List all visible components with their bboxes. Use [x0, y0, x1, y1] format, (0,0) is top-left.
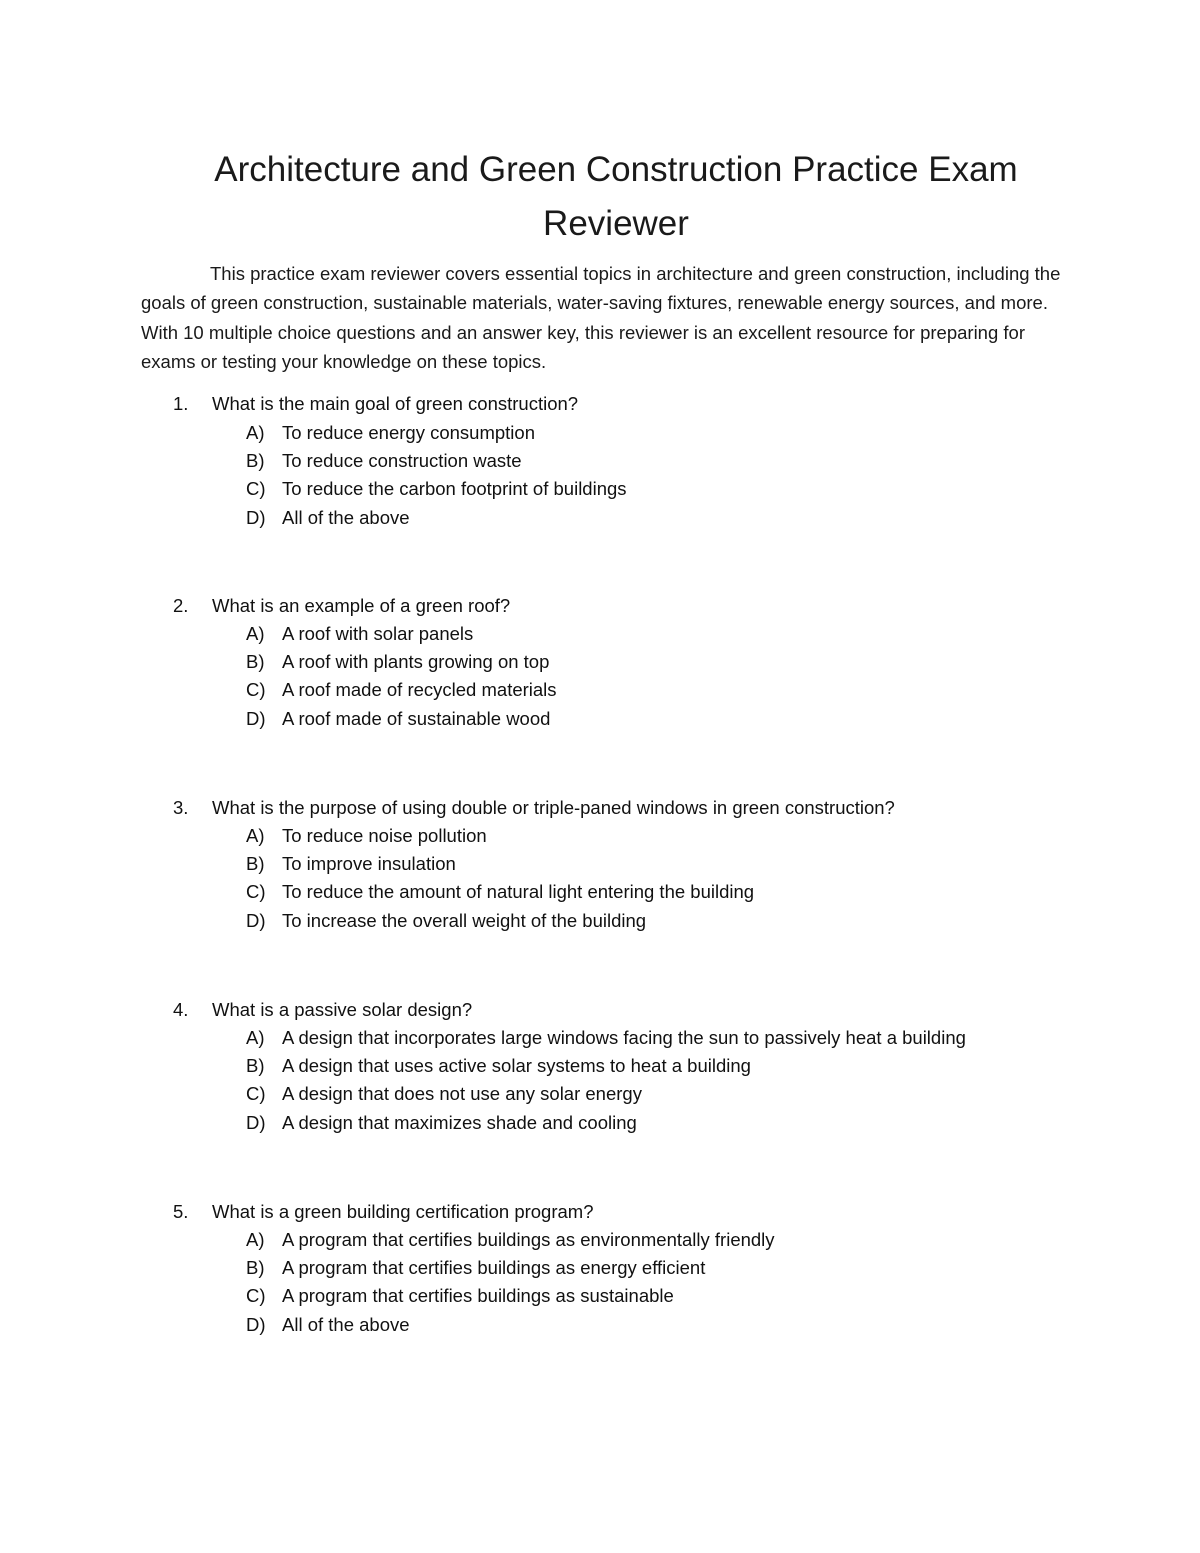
page-title: Architecture and Green Construction Practice Exam Reviewer	[214, 150, 1018, 243]
option-letter: A)	[246, 1027, 265, 1048]
option-b	[0, 1052, 1200, 1080]
option-letter: C)	[246, 1285, 266, 1306]
option-a	[0, 419, 1200, 447]
option-text: A design that does not use any solar energy	[282, 1083, 642, 1104]
option-text: To increase the overall weight of the building	[282, 910, 647, 931]
option-letter: D)	[246, 1314, 266, 1335]
option-letter: B)	[246, 651, 265, 672]
option-letter: A)	[246, 422, 265, 443]
option-d	[0, 705, 1200, 733]
option-letter: B)	[246, 853, 265, 874]
question-number: 4.	[173, 999, 189, 1020]
option-letter: C)	[246, 1083, 266, 1104]
option-text: A program that certifies buildings as environmentally friendly	[282, 1229, 775, 1250]
question-number: 5.	[173, 1201, 189, 1222]
option-letter: D)	[246, 910, 266, 931]
option-text: A program that certifies buildings as sustainable	[282, 1285, 674, 1306]
option-b	[0, 850, 1200, 878]
option-b	[0, 1254, 1200, 1282]
option-d	[0, 504, 1200, 532]
option-letter: B)	[246, 1055, 265, 1076]
option-letter: B)	[246, 1257, 265, 1278]
question-number: 2.	[173, 595, 189, 616]
option-text: To reduce the carbon footprint of buildings	[282, 478, 627, 499]
option-text: A roof with solar panels	[282, 623, 474, 644]
option-text: To reduce energy consumption	[282, 422, 535, 443]
option-a	[0, 620, 1200, 648]
option-letter: C)	[246, 478, 266, 499]
option-text: A roof made of sustainable wood	[282, 708, 551, 729]
option-letter: C)	[246, 679, 266, 700]
option-text: A design that uses active solar systems to heat a building	[282, 1055, 751, 1076]
option-text: A roof made of recycled materials	[282, 679, 557, 700]
option-text: To improve insulation	[282, 853, 456, 874]
option-letter: D)	[246, 1112, 266, 1133]
option-d	[0, 1311, 1200, 1339]
option-c	[0, 676, 1200, 704]
option-text: To reduce the amount of natural light entering the building	[282, 881, 755, 902]
option-c	[0, 1282, 1200, 1310]
option-d	[0, 907, 1200, 935]
option-letter: A)	[246, 623, 265, 644]
question-number: 3.	[173, 797, 189, 818]
question-text: What is a passive solar design?	[212, 999, 473, 1020]
option-letter: B)	[246, 450, 265, 471]
option-text: A roof with plants growing on top	[282, 651, 550, 672]
option-letter: D)	[246, 507, 266, 528]
option-c	[0, 878, 1200, 906]
question-text: What is the purpose of using double or triple-paned windows in green construction?	[212, 797, 895, 818]
option-b	[0, 648, 1200, 676]
option-letter: D)	[246, 708, 266, 729]
option-c	[0, 475, 1200, 503]
option-c	[0, 1080, 1200, 1108]
option-text: All of the above	[282, 507, 410, 528]
question-number: 1.	[173, 393, 189, 414]
option-letter: A)	[246, 1229, 265, 1250]
option-a	[0, 1226, 1200, 1254]
option-text: A program that certifies buildings as energy efficient	[282, 1257, 706, 1278]
option-a	[0, 822, 1200, 850]
question-text: What is the main goal of green construction?	[212, 393, 579, 414]
option-text: All of the above	[282, 1314, 410, 1335]
option-text: To reduce noise pollution	[282, 825, 487, 846]
option-letter: A)	[246, 825, 265, 846]
option-text: A design that maximizes shade and cooling	[282, 1112, 637, 1133]
option-b	[0, 447, 1200, 475]
question-text: What is a green building certification program?	[212, 1201, 594, 1222]
option-text: A design that incorporates large windows facing the sun to passively heat a building	[282, 1027, 966, 1048]
question-text: What is an example of a green roof?	[212, 595, 511, 616]
option-a	[0, 1024, 1200, 1052]
option-d	[0, 1109, 1200, 1137]
intro-paragraph: This practice exam reviewer covers essential topics in architecture and green construction, including the goals of green construction, sustainable materials, water-saving fixtures, renewable energy sources, and more. With 10 multiple choice questions and an answer key, this reviewer is an excellent resource for preparing for exams or testing your knowledge on these topics.	[141, 263, 1061, 372]
option-letter: C)	[246, 881, 266, 902]
option-text: To reduce construction waste	[282, 450, 522, 471]
